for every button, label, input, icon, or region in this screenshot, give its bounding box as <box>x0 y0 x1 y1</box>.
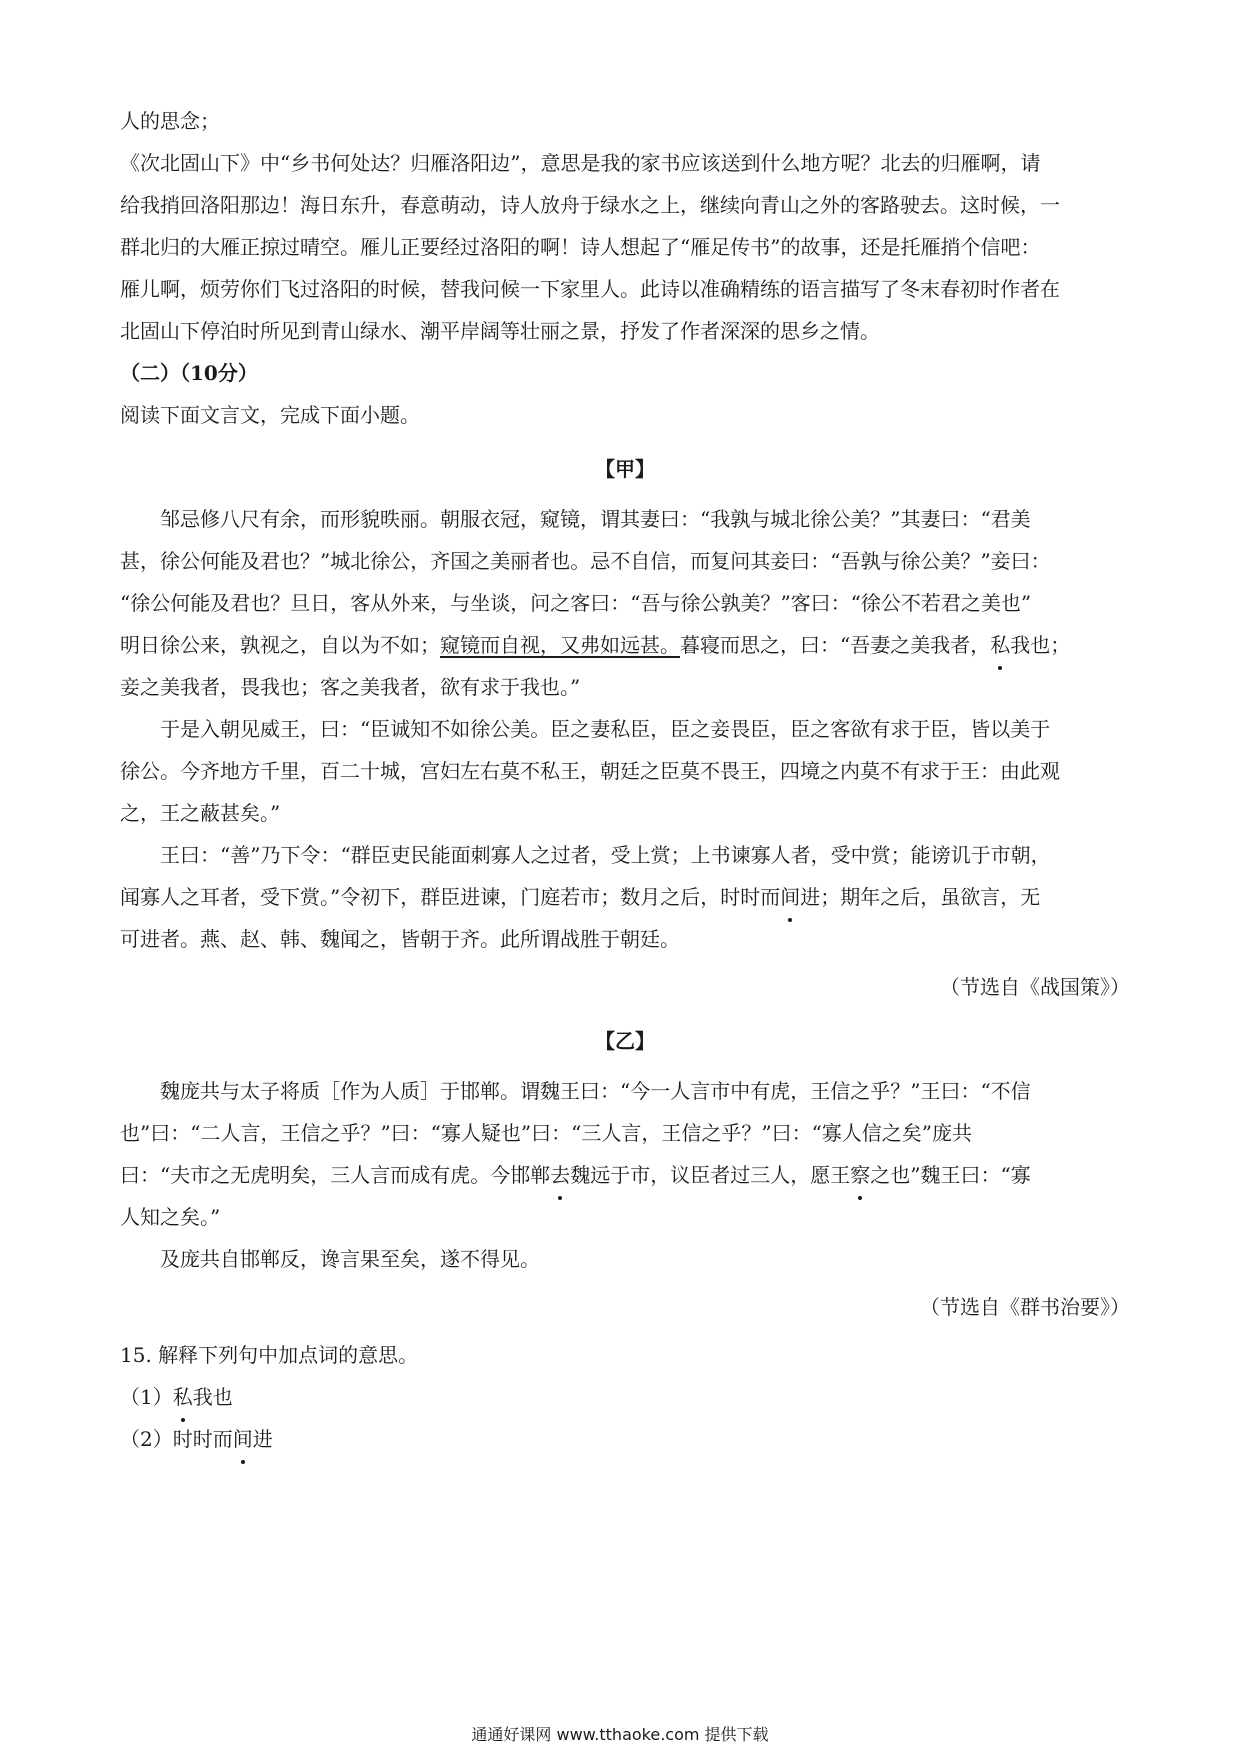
intro-line: 给我捎回洛阳那边！海日东升，春意萌动，诗人放舟于绿水之上，继续向青山之外的客路驶去。这时候，一 <box>120 193 1060 217</box>
dotted-word: 间 <box>780 876 800 918</box>
document-page <box>120 100 1130 1460</box>
passage-line: 妾之美我者，畏我也；客之美我者，欲有求于我也。” <box>120 675 581 699</box>
line-segment: 时时而 <box>172 1427 233 1451</box>
item-number: （1） <box>120 1385 173 1409</box>
underlined-sentence: 窥镜而自视，又弗如远甚。 <box>440 633 680 657</box>
question-item-1 <box>120 1376 1130 1418</box>
dotted-word: 去 <box>550 1154 570 1196</box>
page-footer: 通通好课网 www.tthaoke.com 提供下载 <box>471 1725 769 1744</box>
dotted-word: 察 <box>850 1154 870 1196</box>
passage-line: 魏庞共与太子将质［作为人质］于邯郸。谓魏王曰：“今一人言市中有虎，王信之乎？”王曰：“不信 <box>160 1079 1031 1103</box>
passage-line <box>120 624 1130 666</box>
intro-line: 雁儿啊，烦劳你们飞过洛阳的时候，替我问候一下家里人。此诗以准确精练的语言描写了冬末春初时作者在 <box>120 277 1060 301</box>
line-segment: 我也 <box>192 1385 233 1409</box>
passage-jia-title: 【甲】 <box>595 457 655 481</box>
passage-line: 于是入朝见威王，曰：“臣诚知不如徐公美。臣之妻私臣，臣之妾畏臣，臣之客欲有求于臣，皆以美于 <box>160 717 1051 741</box>
intro-line: 《次北固山下》中“乡书何处达？归雁洛阳边”，意思是我的家书应该送到什么地方呢？北去的归雁啊，请 <box>120 151 1041 175</box>
question-15 <box>120 1334 1130 1460</box>
intro-line: 人的思念； <box>120 109 220 133</box>
passage-line: 之，王之蔽甚矣。” <box>120 801 281 825</box>
passage-line <box>120 1154 1130 1196</box>
passage-jia-paragraph-1 <box>120 498 1130 708</box>
passage-line: 邹忌修八尺有余，而形貌昳丽。朝服衣冠，窥镜，谓其妻曰：“我孰与城北徐公美？”其妻曰：“君美 <box>160 507 1031 531</box>
passage-jia-paragraph-3 <box>120 834 1130 960</box>
line-segment: 曰：“夫市之无虎明矣，三人言而成有虎。今邯郸 <box>120 1163 551 1187</box>
intro-paragraph <box>120 100 1130 352</box>
passage-yi-title: 【乙】 <box>595 1029 655 1053</box>
question-stem: 15. 解释下列句中加点词的意思。 <box>120 1343 419 1367</box>
intro-line: 北固山下停泊时所见到青山绿水、潮平岸阔等壮丽之景，抒发了作者深深的思乡之情。 <box>120 319 880 343</box>
passage-line: “徐公何能及君也？旦日，客从外来，与坐谈，问之客曰：“吾与徐公孰美？”客曰：“徐公不若君之美也” <box>120 591 1032 615</box>
line-segment: 魏远于市，议臣者过三人，愿王 <box>570 1163 851 1187</box>
passage-line: 可进者。燕、赵、韩、魏闻之，皆朝于齐。此所谓战胜于朝廷。 <box>120 927 680 951</box>
dotted-word: 私 <box>990 624 1010 666</box>
line-segment: 暮寝而思之，曰：“吾妻之美我者， <box>680 633 991 657</box>
section-heading: （二）（10分） <box>120 361 258 385</box>
passage-jia-paragraph-2 <box>120 708 1130 834</box>
passage-line: 也”曰：“二人言，王信之乎？”曰：“寡人疑也”曰：“三人言，王信之乎？”曰：“寡人信之矣”庞共 <box>120 1121 973 1145</box>
passage-line <box>120 876 1130 918</box>
passage-line: 王曰：“善”乃下令：“群臣吏民能面刺寡人之过者，受上赏；上书谏寡人者，受中赏；能谤讥于市朝， <box>160 843 1051 867</box>
line-segment: 进；期年之后，虽欲言，无 <box>800 885 1041 909</box>
dotted-word: 间 <box>233 1418 253 1460</box>
passage-line: 徐公。今齐地方千里，百二十城，宫妇左右莫不私王，朝廷之臣莫不畏王，四境之内莫不有求于王：由此观 <box>120 759 1060 783</box>
dotted-word: 私 <box>173 1376 193 1418</box>
passage-jia-source: （节选自《战国策》） <box>940 975 1130 999</box>
item-number: （2） <box>120 1427 173 1451</box>
line-segment: 闻寡人之耳者，受下赏。”令初下，群臣进谏，门庭若市；数月之后，时时而 <box>120 885 781 909</box>
line-segment: 进 <box>252 1427 273 1451</box>
passage-yi-source: （节选自《群书治要》） <box>920 1295 1130 1319</box>
line-segment: 我也； <box>1010 633 1071 657</box>
passage-line: 人知之矣。” <box>120 1205 221 1229</box>
section-instruction: 阅读下面文言文，完成下面小题。 <box>120 403 420 427</box>
passage-line: 甚，徐公何能及君也？”城北徐公，齐国之美丽者也。忌不自信，而复问其妾曰：“吾孰与徐公美？”妾曰： <box>120 549 1051 573</box>
intro-line: 群北归的大雁正掠过晴空。雁儿正要经过洛阳的啊！诗人想起了“雁足传书”的故事，还是托雁捎个信吧： <box>120 235 1041 259</box>
line-segment: 之也”魏王曰：“寡 <box>870 1163 1031 1187</box>
passage-yi-paragraph-2: 及庞共自邯郸反，谗言果至矣，遂不得见。 <box>160 1247 540 1271</box>
line-segment: 明日徐公来，孰视之，自以为不如； <box>120 633 440 657</box>
passage-yi-paragraph-1 <box>120 1070 1130 1238</box>
question-item-2 <box>120 1418 1130 1460</box>
